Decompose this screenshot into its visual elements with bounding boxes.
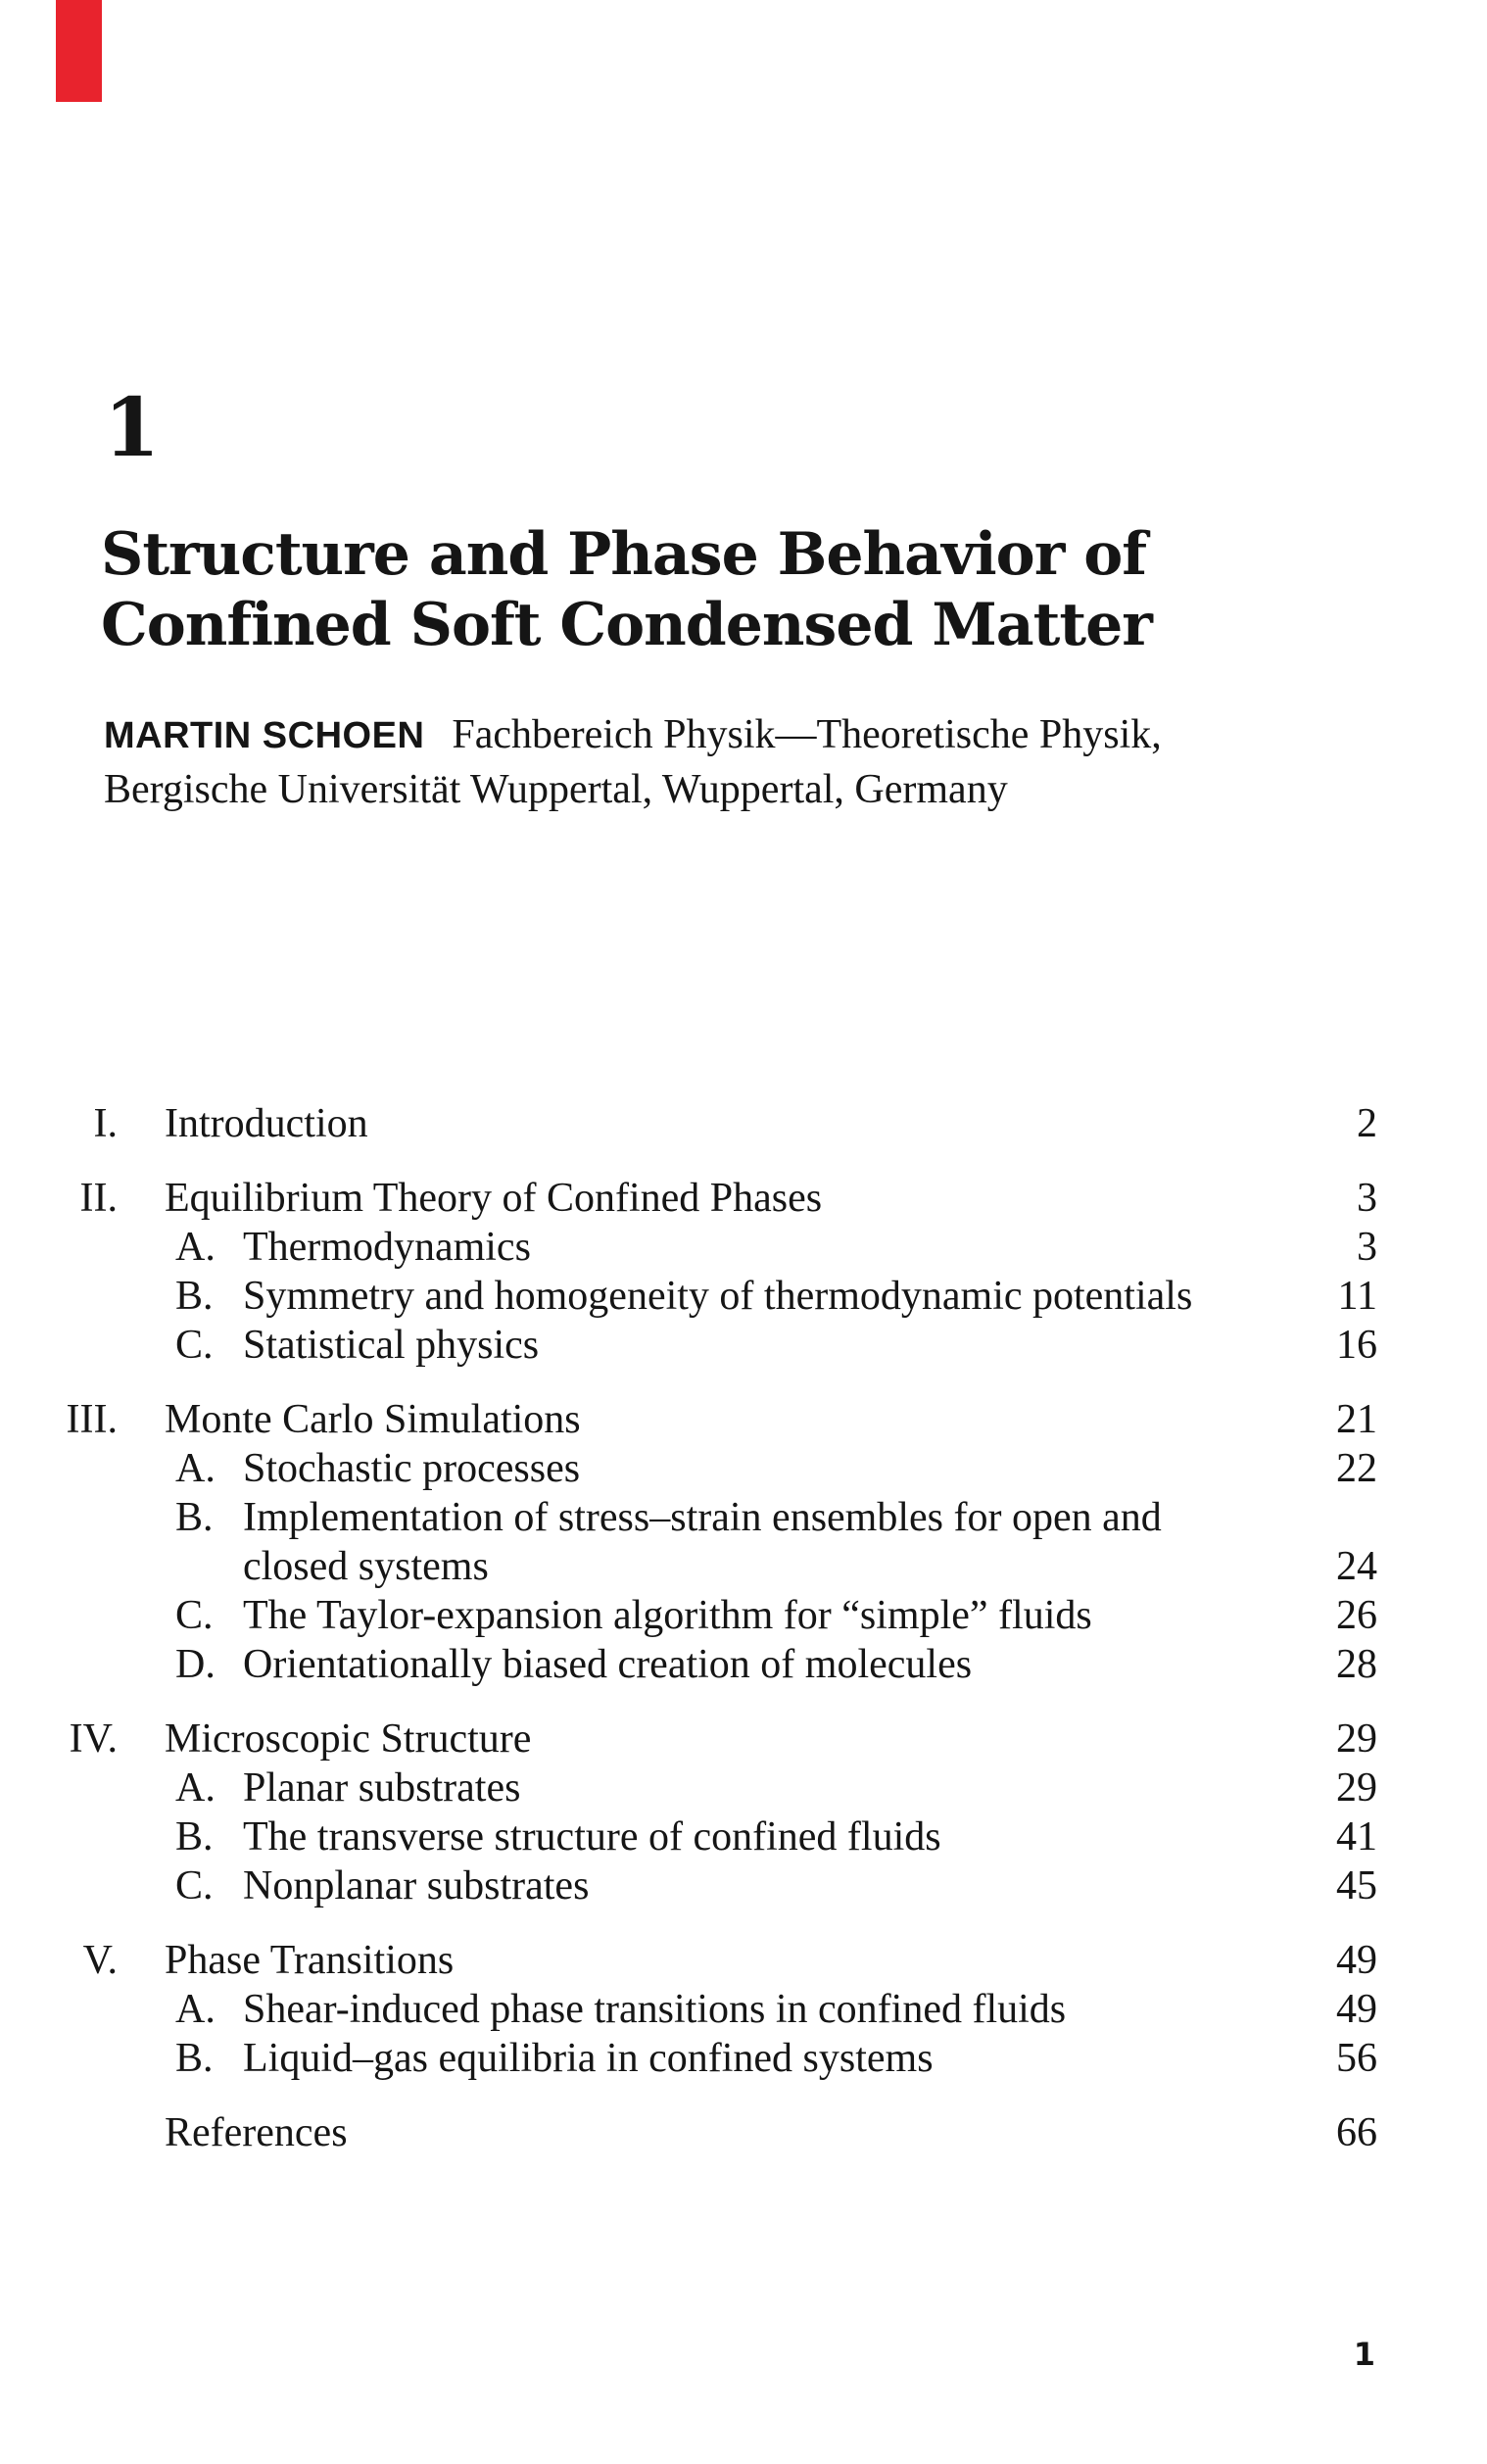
toc-subitem-row <box>0 1640 1377 1689</box>
toc-item-title: Statistical physics <box>243 1323 540 1368</box>
toc-section-row <box>0 1715 1377 1763</box>
toc-page-number: 49 <box>1336 1987 1377 2032</box>
toc-page-number: 49 <box>1336 1938 1377 1983</box>
toc-item-letter: A. <box>175 1446 216 1491</box>
toc-item-title: Liquid–gas equilibria in confined systems <box>243 2036 934 2081</box>
toc-page-number: 3 <box>1357 1176 1377 1221</box>
toc-subitem-row <box>0 1812 1377 1861</box>
toc-item-letter: C. <box>175 1593 214 1638</box>
toc <box>0 1099 1377 2157</box>
toc-page-number: 3 <box>1357 1225 1377 1270</box>
toc-section-row <box>0 1099 1377 1148</box>
toc-page-number: 26 <box>1336 1593 1377 1638</box>
toc-subitem-row <box>0 1223 1377 1272</box>
toc-page-number: 41 <box>1336 1814 1377 1860</box>
toc-item-title: Phase Transitions <box>165 1938 455 1983</box>
toc-item-title: The transverse structure of confined fluids <box>243 1814 941 1860</box>
toc-page-number: 56 <box>1336 2036 1377 2081</box>
toc-item-title: Implementation of stress–strain ensembles for open and closed systems <box>243 1495 1162 1589</box>
chapter-title-line2: Confined Soft Condensed Matter <box>101 591 1152 659</box>
toc-item-title: Microscopic Structure <box>165 1716 532 1762</box>
toc-item-letter: B. <box>175 1495 214 1540</box>
page-folio: 1 <box>1353 2336 1375 2373</box>
toc-item-title: Equilibrium Theory of Confined Phases <box>165 1176 823 1221</box>
toc-subitem-row <box>0 1493 1377 1591</box>
toc-page-number: 16 <box>1336 1323 1377 1368</box>
author-name: MARTIN SCHOEN <box>104 715 425 756</box>
toc-page-number: 22 <box>1336 1446 1377 1491</box>
toc-page-number: 21 <box>1336 1397 1377 1442</box>
toc-subitem-row <box>0 1321 1377 1370</box>
toc-item-title: Symmetry and homogeneity of thermodynamic potentials <box>243 1274 1193 1319</box>
toc-page-number: 45 <box>1336 1863 1377 1908</box>
toc-section-numeral: IV. <box>69 1716 118 1762</box>
toc-item-title: Stochastic processes <box>243 1446 581 1491</box>
toc-section-row <box>0 2108 1377 2157</box>
chapter-title-line1: Structure and Phase Behavior of <box>101 520 1147 589</box>
toc-section-numeral: I. <box>93 1101 118 1146</box>
toc-subitem-row <box>0 1861 1377 1910</box>
toc-subitem-row <box>0 1591 1377 1640</box>
toc-subitem-row <box>0 1272 1377 1321</box>
toc-subitem-row <box>0 1444 1377 1493</box>
toc-subitem-row <box>0 2034 1377 2083</box>
toc-section-row <box>0 1395 1377 1444</box>
toc-subitem-row <box>0 1763 1377 1812</box>
toc-item-letter: A. <box>175 1225 216 1270</box>
toc-subitem-row <box>0 1985 1377 2034</box>
toc-page-number: 24 <box>1336 1544 1377 1589</box>
toc-page-number: 29 <box>1336 1765 1377 1811</box>
toc-page-number: 29 <box>1336 1716 1377 1762</box>
toc-item-letter: B. <box>175 1814 214 1860</box>
toc-page-number: 66 <box>1336 2110 1377 2155</box>
toc-item-letter: B. <box>175 2036 214 2081</box>
toc-page-number: 2 <box>1357 1101 1377 1146</box>
toc-page-number: 11 <box>1337 1274 1377 1319</box>
toc-section-row <box>0 1174 1377 1223</box>
toc-item-title: Thermodynamics <box>243 1225 531 1270</box>
toc-item-title: References <box>165 2110 348 2155</box>
toc-item-title: Monte Carlo Simulations <box>165 1397 581 1442</box>
toc-item-letter: B. <box>175 1274 214 1319</box>
toc-item-letter: D. <box>175 1642 216 1687</box>
toc-item-title: The Taylor-expansion algorithm for “simple” fluids <box>243 1593 1092 1638</box>
byline <box>104 708 1162 818</box>
toc-item-letter: C. <box>175 1863 214 1908</box>
toc-item-title: Introduction <box>165 1101 368 1146</box>
toc-section-numeral: III. <box>66 1397 118 1442</box>
toc-item-title: Orientationally biased creation of molecules <box>243 1642 973 1687</box>
toc-page-number: 28 <box>1336 1642 1377 1687</box>
toc-item-title: Nonplanar substrates <box>243 1863 590 1908</box>
toc-section-numeral: V. <box>82 1938 118 1983</box>
affiliation-line1: Fachbereich Physik—Theoretische Physik, <box>452 712 1162 757</box>
chapter-title <box>101 519 1152 660</box>
toc-item-title: Planar substrates <box>243 1765 521 1811</box>
toc-item-letter: A. <box>175 1765 216 1811</box>
toc-item-title: Shear-induced phase transitions in confined fluids <box>243 1987 1067 2032</box>
toc-item-letter: C. <box>175 1323 214 1368</box>
toc-section-numeral: II. <box>79 1176 118 1221</box>
toc-section-row <box>0 1936 1377 1985</box>
affiliation-line2: Bergische Universität Wuppertal, Wuppertal, Germany <box>104 766 1008 812</box>
chapter-number: 1 <box>104 381 161 475</box>
red-corner-mark <box>56 0 102 102</box>
toc-item-letter: A. <box>175 1987 216 2032</box>
